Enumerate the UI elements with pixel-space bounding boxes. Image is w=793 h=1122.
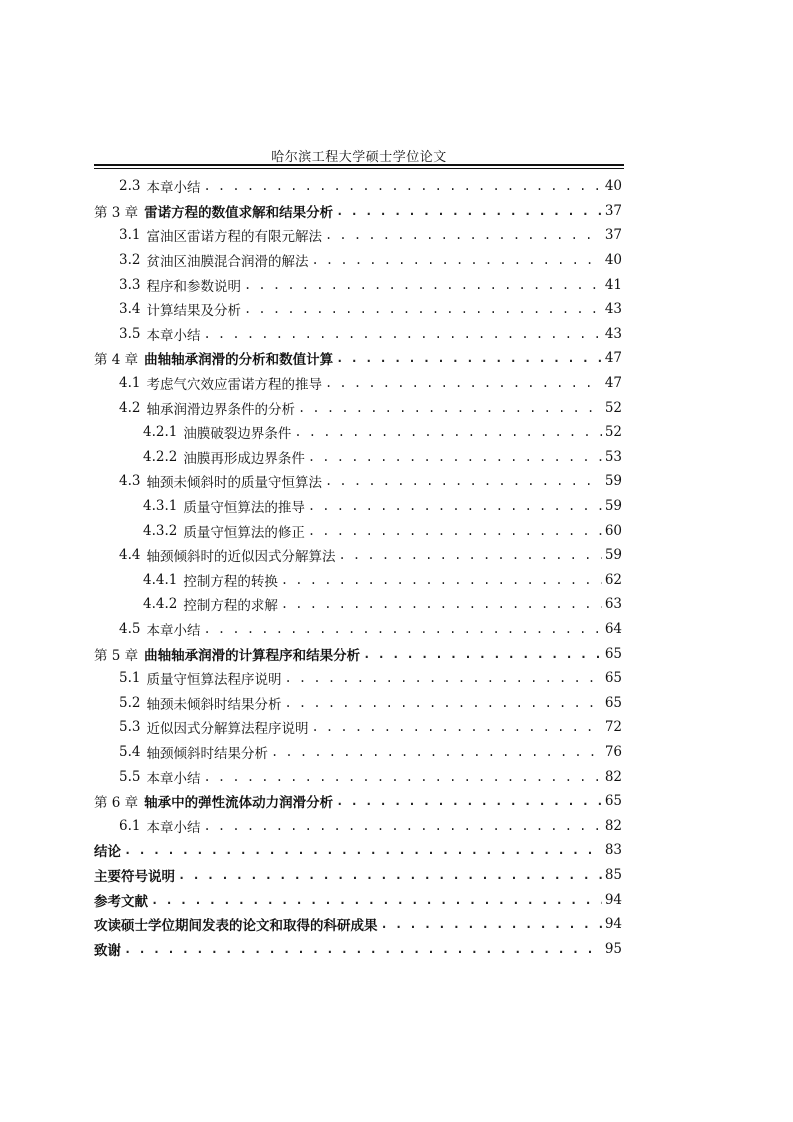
toc-entry[interactable] [94, 395, 622, 420]
toc-entry[interactable] [94, 445, 622, 470]
toc-entry-number: 4.4.2 [143, 596, 178, 613]
toc-dot-leader [325, 474, 602, 488]
toc-entry-page: 52 [604, 424, 622, 441]
toc-dot-leader [124, 843, 602, 857]
toc-entry-page: 40 [604, 178, 622, 195]
toc-dot-leader [203, 819, 601, 833]
toc-entry-number: 第 6 章 [94, 795, 139, 812]
toc-entry-number: 4.5 [119, 620, 141, 637]
toc-dot-leader [203, 179, 601, 193]
toc-entry-page: 85 [604, 866, 622, 883]
toc-dot-leader [203, 622, 601, 636]
toc-entry[interactable] [94, 272, 622, 297]
toc-entry[interactable] [94, 690, 622, 715]
toc-entry-page: 60 [604, 522, 622, 539]
toc-entry[interactable] [94, 199, 622, 224]
header-rule-thick [94, 164, 624, 166]
toc-entry-title: 质量守恒算法程序说明 [146, 672, 282, 689]
toc-entry-title: 主要符号说明 [94, 868, 175, 885]
toc-dot-leader [363, 647, 602, 661]
toc-entry-page: 63 [604, 596, 622, 613]
toc-dot-leader [151, 893, 602, 907]
toc-entry[interactable] [94, 420, 622, 445]
toc-dot-leader [178, 868, 602, 882]
toc-entry-page: 65 [604, 793, 622, 810]
toc-entry-page: 37 [604, 202, 622, 219]
toc-dot-leader [338, 548, 601, 562]
toc-dot-leader [298, 401, 602, 415]
toc-entry-page: 37 [604, 227, 622, 244]
toc-entry-title: 控制方程的转换 [183, 573, 278, 590]
toc-entry-page: 43 [604, 301, 622, 318]
toc-entry[interactable] [94, 322, 622, 347]
toc-entry-page: 65 [604, 670, 622, 687]
toc-dot-leader [311, 253, 601, 267]
toc-entry[interactable] [94, 617, 622, 642]
toc-entry-number: 4.4.1 [143, 571, 178, 588]
toc-entry-number: 4.3 [119, 473, 141, 490]
toc-entry-page: 59 [604, 498, 622, 515]
toc-entry-number: 5.3 [119, 719, 141, 736]
toc-entry-page: 65 [604, 645, 622, 662]
toc-dot-leader [203, 327, 601, 341]
toc-dot-leader [308, 524, 602, 538]
toc-dot-leader [294, 425, 601, 439]
toc-entry-title: 质量守恒算法的推导 [183, 500, 305, 517]
toc-entry[interactable] [94, 223, 622, 248]
toc-entry-page: 94 [604, 891, 622, 908]
toc-dot-leader [325, 228, 602, 242]
toc-entry-number: 第 5 章 [94, 647, 139, 664]
toc-entry[interactable] [94, 543, 622, 568]
toc-entry-title: 结论 [94, 844, 121, 861]
toc-entry[interactable] [94, 838, 622, 863]
toc-entry-title: 攻读硕士学位期间发表的论文和取得的科研成果 [94, 918, 378, 935]
toc-entry-title: 考虑气穴效应雷诺方程的推导 [146, 377, 322, 394]
toc-entry-title: 本章小结 [146, 622, 201, 639]
toc-entry[interactable] [94, 789, 622, 814]
toc-entry-number: 3.1 [119, 227, 141, 244]
header-rule-thin [94, 168, 624, 169]
toc-entry[interactable] [94, 371, 622, 396]
toc-entry[interactable] [94, 174, 622, 199]
toc-entry-number: 3.4 [119, 301, 141, 318]
toc-entry-title: 贫油区油膜混合润滑的解法 [146, 254, 309, 271]
toc-entry-title: 轴颈倾斜时结果分析 [146, 745, 268, 762]
toc-entry-page: 47 [604, 375, 622, 392]
toc-dot-leader [244, 278, 602, 292]
toc-entry[interactable] [94, 346, 622, 371]
toc-entry[interactable] [94, 887, 622, 912]
toc-entry-page: 43 [604, 325, 622, 342]
toc-entry[interactable] [94, 641, 622, 666]
toc-entry-title: 计算结果及分析 [146, 303, 241, 320]
toc-entry-page: 82 [604, 768, 622, 785]
toc-entry-title: 参考文献 [94, 893, 148, 910]
toc-entry-number: 5.5 [119, 768, 141, 785]
toc-entry-title: 曲轴轴承润滑的分析和数值计算 [144, 352, 334, 369]
toc-entry-title: 雷诺方程的数值求解和结果分析 [144, 204, 334, 221]
toc-entry-page: 76 [604, 743, 622, 760]
toc-entry-number: 5.1 [119, 670, 141, 687]
toc-entry-title: 本章小结 [146, 819, 201, 836]
toc-entry-page: 82 [604, 817, 622, 834]
toc-entry-page: 83 [604, 842, 622, 859]
toc-entry-number: 4.2 [119, 399, 141, 416]
toc-dot-leader [311, 720, 601, 734]
toc-entry[interactable] [94, 494, 622, 519]
toc-entry[interactable] [94, 469, 622, 494]
toc-entry-number: 4.4 [119, 547, 141, 564]
toc-entry[interactable] [94, 740, 622, 765]
toc-entry-number: 5.4 [119, 743, 141, 760]
toc-entry-page: 72 [604, 719, 622, 736]
toc-dot-leader [244, 302, 602, 316]
toc-entry-number: 4.3.2 [143, 522, 178, 539]
toc-entry[interactable] [94, 568, 622, 593]
toc-dot-leader [281, 573, 602, 587]
toc-entry-number: 第 3 章 [94, 204, 139, 221]
toc-dot-leader [336, 204, 602, 218]
running-header-title: 哈尔滨工程大学硕士学位论文 [271, 150, 447, 165]
toc-entry[interactable] [94, 912, 622, 937]
toc-entry-number: 2.3 [119, 178, 141, 195]
toc-dot-leader [325, 376, 602, 390]
toc-entry-title: 轴承润滑边界条件的分析 [146, 401, 295, 418]
toc-entry-number: 4.2.2 [143, 448, 178, 465]
toc-entry-number: 3.2 [119, 252, 141, 269]
toc-entry-title: 控制方程的求解 [183, 598, 278, 615]
toc-entry-page: 52 [604, 399, 622, 416]
toc-entry-title: 曲轴轴承润滑的计算程序和结果分析 [144, 647, 361, 664]
toc-entry-page: 53 [604, 448, 622, 465]
toc-entry-title: 致谢 [94, 942, 121, 959]
toc-entry[interactable] [94, 592, 622, 617]
toc-entry-title: 轴承中的弹性流体动力润滑分析 [144, 795, 334, 812]
toc-entry-title: 程序和参数说明 [146, 278, 241, 295]
toc-dot-leader [381, 917, 602, 931]
toc-entry[interactable] [94, 248, 622, 273]
toc-entry-title: 轴颈倾斜时的近似因式分解算法 [146, 549, 336, 566]
toc-entry[interactable] [94, 297, 622, 322]
toc-entry-page: 59 [604, 473, 622, 490]
toc-entry-title: 本章小结 [146, 180, 201, 197]
toc-dot-leader [336, 351, 602, 365]
toc-dot-leader [336, 794, 602, 808]
toc-entry-number: 第 4 章 [94, 352, 139, 369]
toc-dot-leader [308, 499, 602, 513]
toc-entry-number: 5.2 [119, 694, 141, 711]
toc-entry[interactable] [94, 666, 622, 691]
toc-entry[interactable] [94, 715, 622, 740]
toc-entry[interactable] [94, 764, 622, 789]
toc-dot-leader [308, 450, 602, 464]
table-of-contents [94, 174, 622, 961]
toc-entry-title: 油膜破裂边界条件 [183, 426, 292, 443]
toc-entry-number: 4.2.1 [143, 424, 178, 441]
toc-entry-title: 本章小结 [146, 770, 201, 787]
toc-entry[interactable] [94, 518, 622, 543]
toc-entry-page: 62 [604, 571, 622, 588]
toc-entry-title: 质量守恒算法的修正 [183, 524, 305, 541]
toc-entry-title: 轴颈未倾斜时结果分析 [146, 696, 282, 713]
toc-entry-title: 轴颈未倾斜时的质量守恒算法 [146, 475, 322, 492]
toc-entry-number: 3.3 [119, 276, 141, 293]
toc-dot-leader [271, 745, 602, 759]
toc-entry-title: 油膜再形成边界条件 [183, 450, 305, 467]
toc-entry-number: 6.1 [119, 817, 141, 834]
toc-entry-page: 64 [604, 620, 622, 637]
toc-entry[interactable] [94, 813, 622, 838]
toc-dot-leader [124, 942, 602, 956]
toc-entry-page: 95 [604, 940, 622, 957]
toc-entry-number: 4.3.1 [143, 498, 178, 515]
toc-entry-page: 59 [604, 547, 622, 564]
toc-entry-title: 近似因式分解算法程序说明 [146, 721, 309, 738]
toc-dot-leader [284, 696, 601, 710]
toc-entry-page: 65 [604, 694, 622, 711]
toc-dot-leader [203, 770, 601, 784]
toc-entry-number: 3.5 [119, 325, 141, 342]
toc-entry[interactable] [94, 863, 622, 888]
toc-entry-title: 本章小结 [146, 327, 201, 344]
toc-entry[interactable] [94, 936, 622, 961]
toc-dot-leader [281, 597, 602, 611]
toc-entry-page: 94 [604, 916, 622, 933]
toc-entry-page: 41 [604, 276, 622, 293]
toc-dot-leader [284, 671, 601, 685]
toc-entry-page: 40 [604, 252, 622, 269]
toc-entry-page: 47 [604, 350, 622, 367]
toc-entry-title: 富油区雷诺方程的有限元解法 [146, 229, 322, 246]
toc-entry-number: 4.1 [119, 375, 141, 392]
